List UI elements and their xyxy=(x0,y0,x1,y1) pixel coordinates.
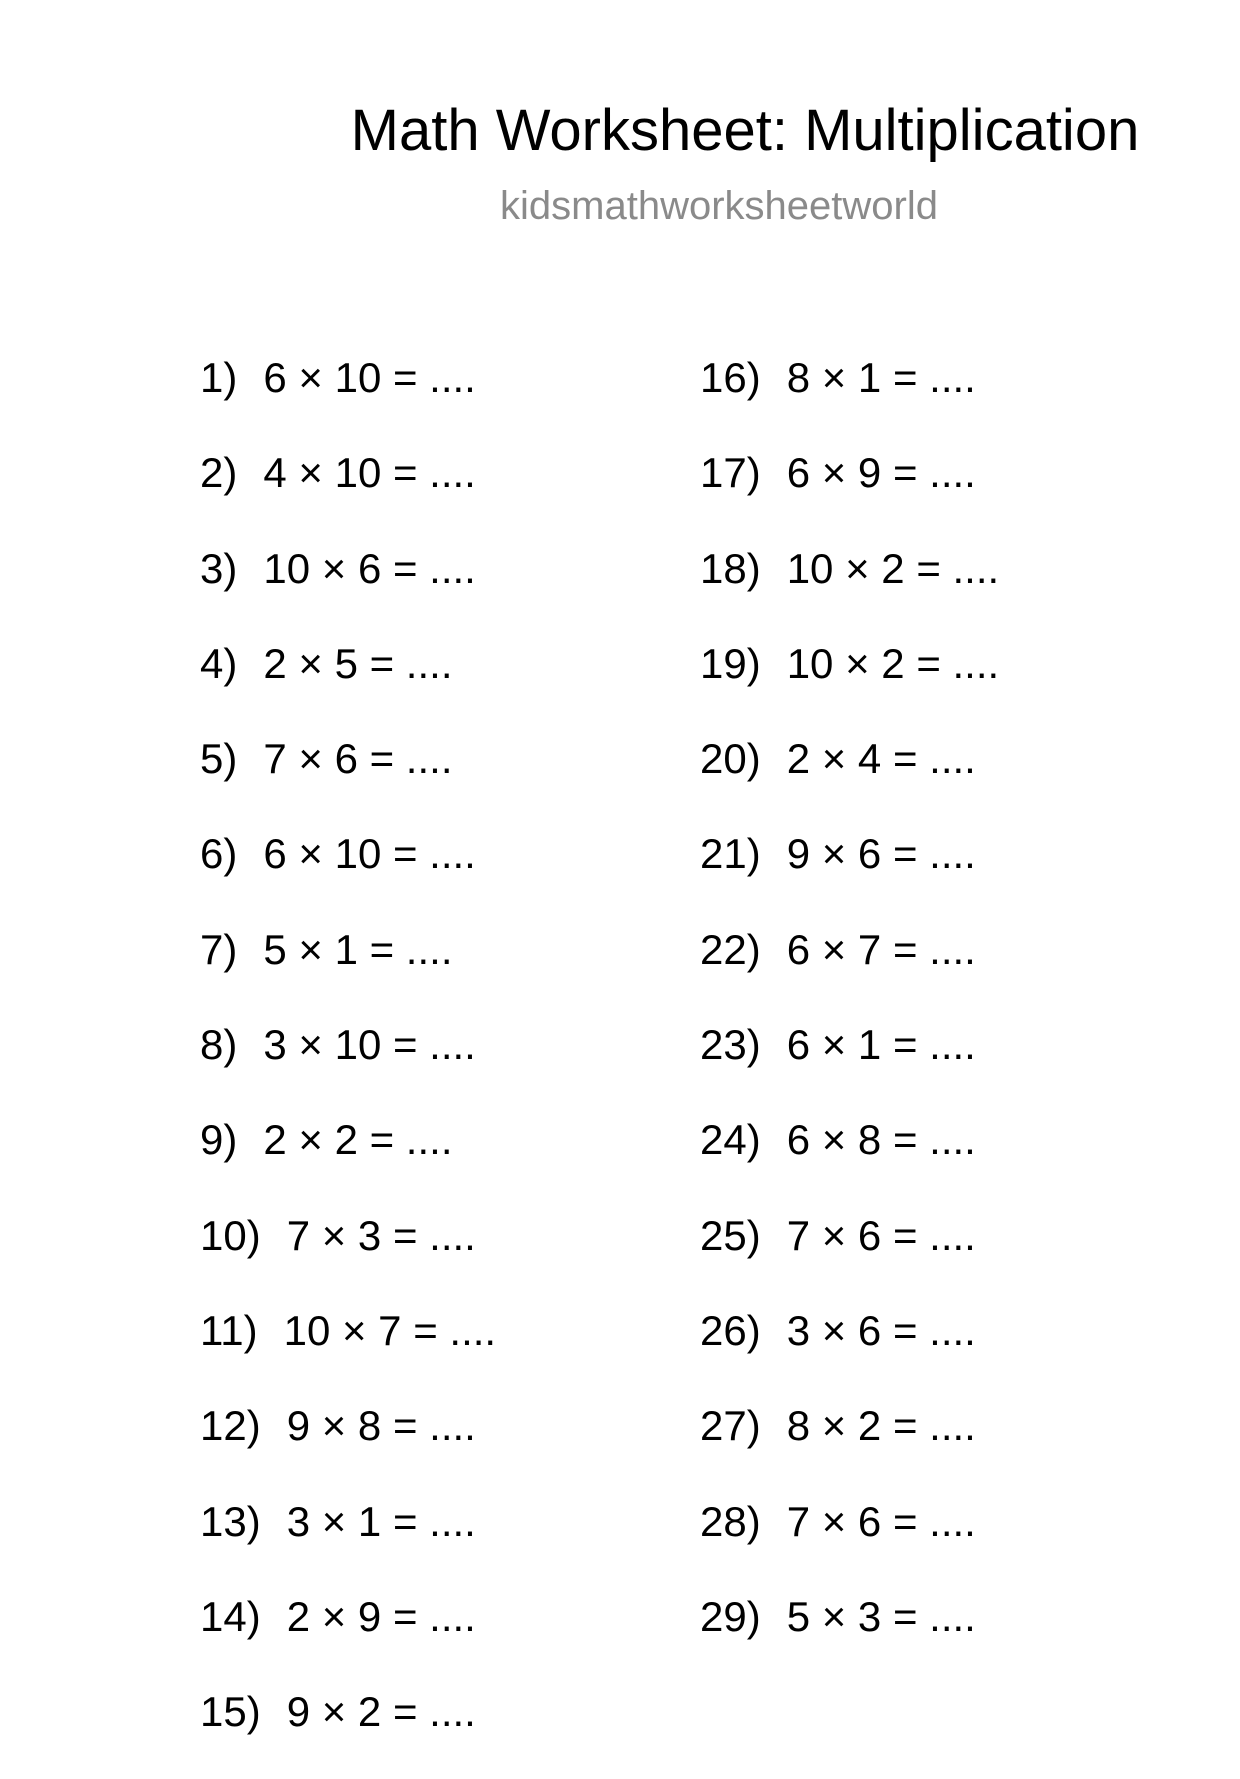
problem-expression: 6 × 10 = .... xyxy=(263,830,476,878)
problem-number: 1) xyxy=(200,354,238,401)
problem-expression: 10 × 2 = .... xyxy=(786,544,1000,592)
problem-item xyxy=(700,541,999,636)
problem-item xyxy=(700,350,999,445)
problem-expression: 2 × 5 = .... xyxy=(263,639,453,687)
problem-number: 9) xyxy=(200,1116,238,1164)
problem-item xyxy=(200,445,496,540)
problem-expression: 6 × 7 = .... xyxy=(786,925,976,973)
problem-number: 10) xyxy=(200,1211,261,1259)
problem-expression: 2 × 2 = .... xyxy=(263,1116,453,1164)
problem-expression: 7 × 6 = .... xyxy=(263,735,453,783)
worksheet-subtitle: kidsmathworksheetworld xyxy=(500,184,938,228)
problem-item xyxy=(700,1112,999,1207)
problem-item xyxy=(200,1208,496,1303)
problem-item xyxy=(200,826,496,921)
problem-expression: 7 × 6 = .... xyxy=(786,1497,976,1545)
problem-expression: 5 × 3 = .... xyxy=(786,1592,976,1640)
problem-expression: 6 × 10 = .... xyxy=(263,354,476,401)
problem-expression: 6 × 8 = .... xyxy=(786,1116,976,1164)
problem-number: 27) xyxy=(700,1402,761,1450)
problem-number: 23) xyxy=(700,1021,761,1069)
problem-number: 3) xyxy=(200,544,238,592)
problem-item xyxy=(200,1684,496,1779)
problem-number: 18) xyxy=(700,544,761,592)
problem-expression: 3 × 1 = .... xyxy=(286,1497,476,1545)
problem-item xyxy=(700,1398,999,1493)
problem-number: 8) xyxy=(200,1021,238,1069)
problem-expression: 10 × 2 = .... xyxy=(786,639,1000,687)
problem-expression: 3 × 10 = .... xyxy=(263,1021,476,1069)
problem-expression: 9 × 2 = .... xyxy=(286,1688,476,1736)
problem-expression: 3 × 6 = .... xyxy=(786,1306,976,1354)
problem-number: 5) xyxy=(200,735,238,783)
problem-expression: 6 × 9 = .... xyxy=(786,449,976,497)
problem-number: 26) xyxy=(700,1306,761,1354)
problem-item xyxy=(200,636,496,731)
problem-expression: 7 × 3 = .... xyxy=(286,1211,476,1259)
problem-item xyxy=(200,350,496,445)
problem-item xyxy=(700,445,999,540)
problem-number: 6) xyxy=(200,830,238,878)
problem-number: 2) xyxy=(200,449,238,497)
problem-item xyxy=(700,636,999,731)
problem-number: 28) xyxy=(700,1497,761,1545)
problem-number: 21) xyxy=(700,830,761,878)
problem-number: 17) xyxy=(700,449,761,497)
problem-number: 24) xyxy=(700,1116,761,1164)
problem-expression: 9 × 8 = .... xyxy=(286,1402,476,1450)
problem-number: 4) xyxy=(200,639,238,687)
worksheet-title: Math Worksheet: Multiplication xyxy=(350,98,1140,163)
problem-expression: 2 × 4 = .... xyxy=(786,735,976,783)
problem-item xyxy=(700,922,999,1017)
problem-expression: 5 × 1 = .... xyxy=(263,925,453,973)
problem-item xyxy=(200,1398,496,1493)
problem-item xyxy=(200,731,496,826)
problem-number: 7) xyxy=(200,925,238,973)
problem-item xyxy=(200,1112,496,1207)
problem-number: 25) xyxy=(700,1211,761,1259)
problem-item xyxy=(200,1017,496,1112)
problem-number: 14) xyxy=(200,1592,261,1640)
problem-item xyxy=(700,1017,999,1112)
problem-number: 19) xyxy=(700,639,761,687)
problem-expression: 10 × 6 = .... xyxy=(263,544,476,592)
problem-item xyxy=(700,1589,999,1684)
problem-expression: 10 × 7 = .... xyxy=(283,1306,497,1354)
problem-item xyxy=(200,541,496,636)
problem-item xyxy=(200,1303,496,1398)
problem-expression: 4 × 10 = .... xyxy=(263,449,476,497)
problem-item xyxy=(200,1494,496,1589)
problem-number: 16) xyxy=(700,354,761,401)
problem-expression: 2 × 9 = .... xyxy=(286,1592,476,1640)
problem-item xyxy=(700,1208,999,1303)
problem-item xyxy=(700,1303,999,1398)
problem-number: 22) xyxy=(700,925,761,973)
problem-expression: 9 × 6 = .... xyxy=(786,830,976,878)
problem-number: 15) xyxy=(200,1688,261,1736)
problem-number: 12) xyxy=(200,1402,261,1450)
problem-item xyxy=(700,731,999,826)
problem-number: 20) xyxy=(700,735,761,783)
problem-item xyxy=(700,826,999,921)
problem-expression: 8 × 1 = .... xyxy=(786,354,976,401)
problem-expression: 8 × 2 = .... xyxy=(786,1402,976,1450)
problem-expression: 6 × 1 = .... xyxy=(786,1021,976,1069)
problem-item xyxy=(700,1494,999,1589)
problem-expression: 7 × 6 = .... xyxy=(786,1211,976,1259)
problem-number: 13) xyxy=(200,1497,261,1545)
problem-number: 29) xyxy=(700,1592,761,1640)
problem-item xyxy=(200,922,496,1017)
problem-item xyxy=(200,1589,496,1684)
problem-column-left xyxy=(200,350,496,1779)
problem-column-right xyxy=(700,350,999,1684)
problem-number: 11) xyxy=(200,1306,258,1354)
